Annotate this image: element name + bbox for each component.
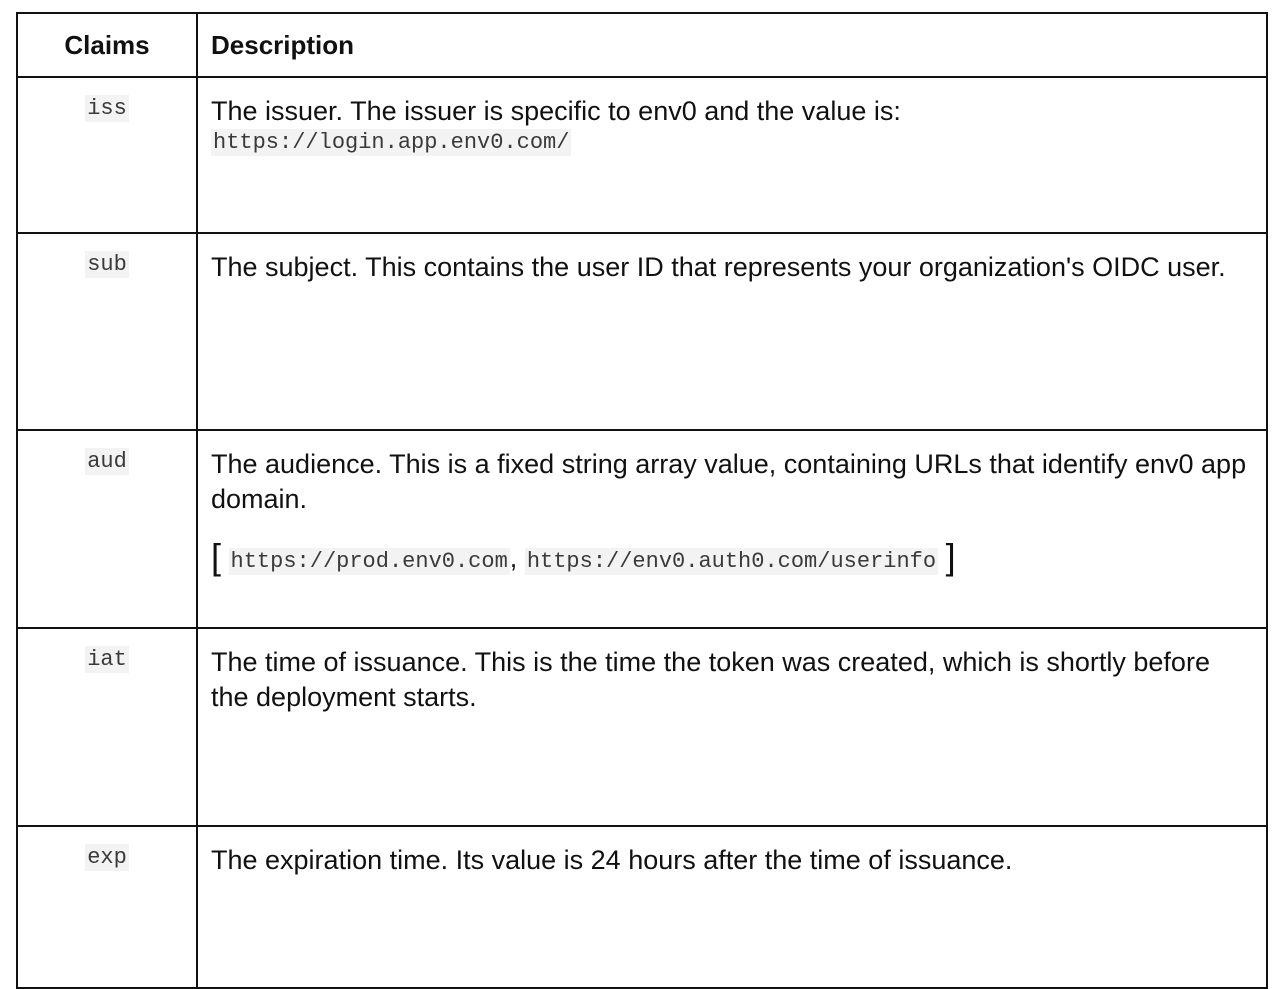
claim-name: iss — [87, 96, 127, 121]
audience-url-2: https://env0.auth0.com/userinfo — [526, 549, 937, 574]
description-cell — [197, 628, 1267, 826]
description-text: The expiration time. Its value is 24 hours after the time of issuance. — [211, 845, 1013, 875]
description-cell — [197, 826, 1267, 988]
claim-cell — [17, 628, 197, 826]
claim-name: sub — [87, 252, 127, 277]
table-header-row — [17, 13, 1267, 77]
table-row — [17, 628, 1267, 826]
description-column-header: Description — [197, 13, 1267, 77]
description-text: The subject. This contains the user ID that represents your organization's OIDC user. — [211, 252, 1226, 282]
array-close-bracket: ] — [945, 536, 956, 577]
description-text: The audience. This is a fixed string array value, containing URLs that identify env0 app domain. — [211, 449, 1247, 514]
array-open-bracket: [ — [211, 536, 222, 577]
description-cell — [197, 77, 1267, 233]
array-separator: , — [509, 543, 518, 573]
issuer-url: https://login.app.env0.com/ — [213, 130, 570, 155]
table-row — [17, 826, 1267, 988]
table-row — [17, 77, 1267, 233]
claim-cell — [17, 826, 197, 988]
table-row — [17, 430, 1267, 628]
description-cell — [197, 233, 1267, 430]
claim-name: aud — [87, 449, 127, 474]
audience-url-1: https://prod.env0.com — [230, 549, 508, 574]
table-row — [17, 233, 1267, 430]
claim-cell — [17, 233, 197, 430]
audience-array — [211, 536, 1252, 580]
claim-name: exp — [87, 845, 127, 870]
description-cell — [197, 430, 1267, 628]
claims-column-header: Claims — [17, 13, 197, 77]
claim-cell — [17, 77, 197, 233]
description-text: The time of issuance. This is the time the token was created, which is shortly before the deployment starts. — [211, 647, 1210, 712]
claim-cell — [17, 430, 197, 628]
description-text: The issuer. The issuer is specific to env0 and the value is: — [211, 96, 901, 126]
claim-name: iat — [87, 647, 127, 672]
claims-table — [16, 12, 1268, 989]
